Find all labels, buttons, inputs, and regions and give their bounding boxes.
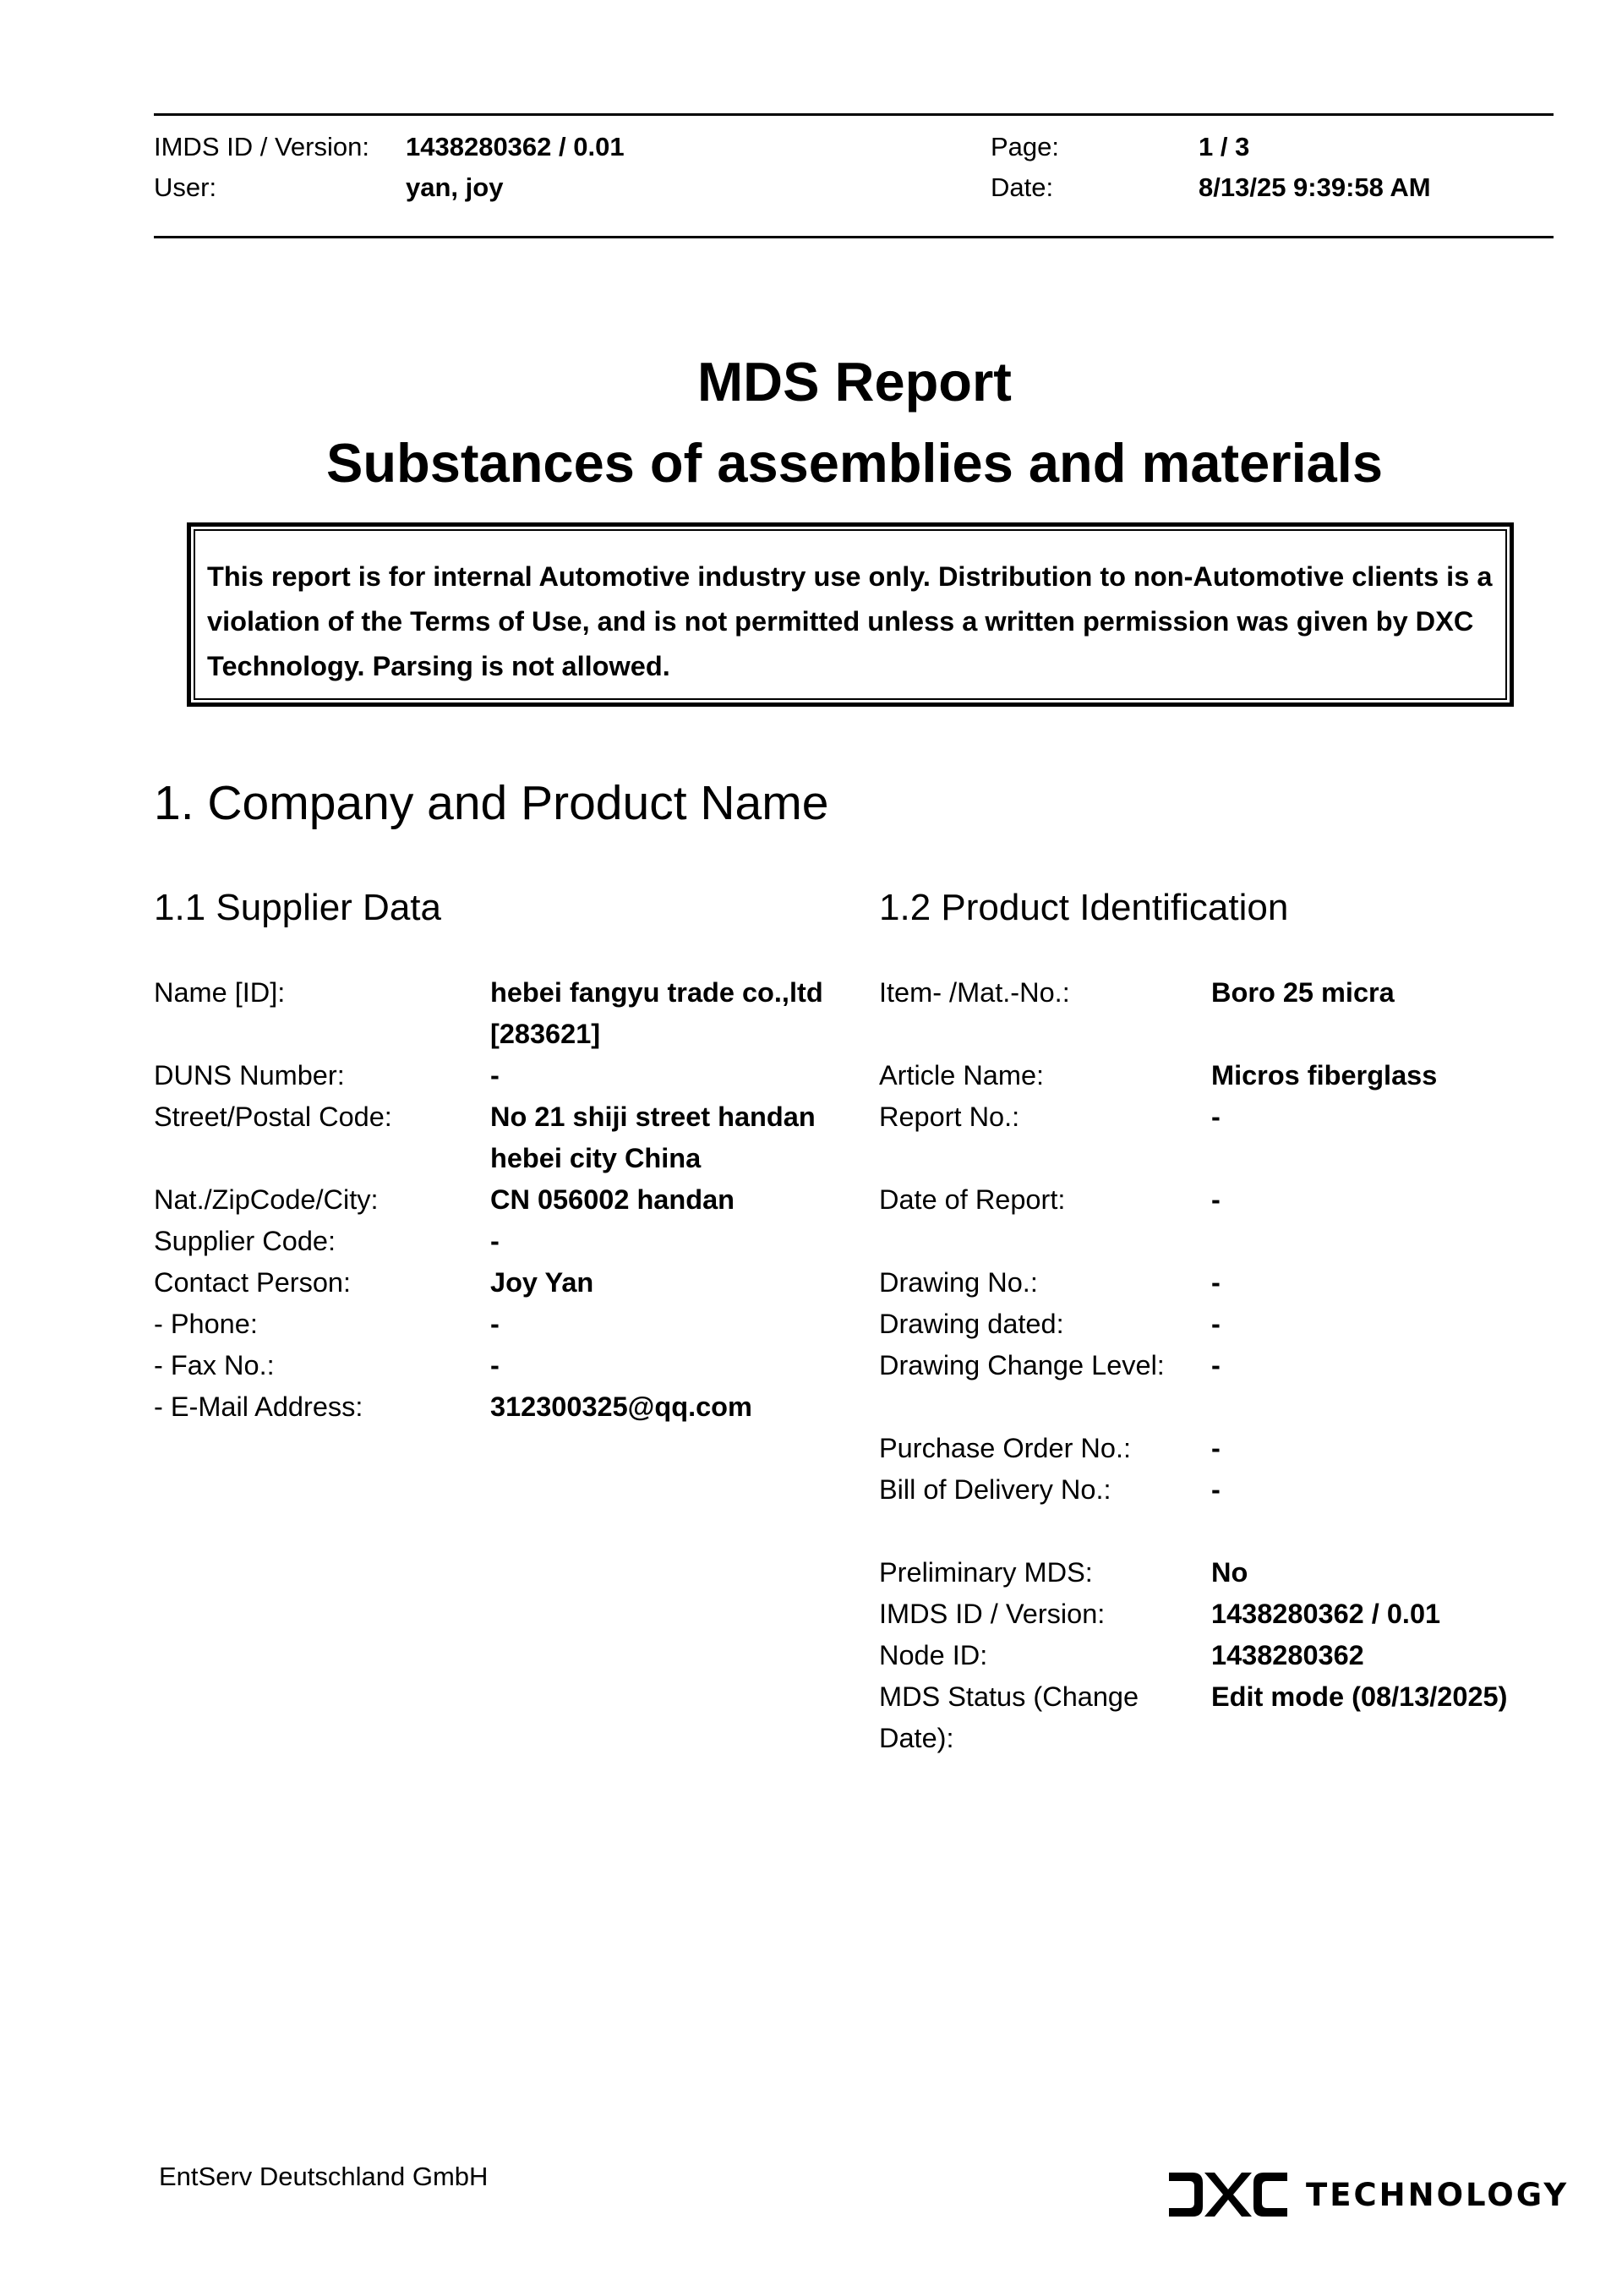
product-row-mds-status [879,1676,1558,1759]
supplier-row-fax [154,1345,845,1386]
report-subtitle: Substances of assemblies and materials [326,432,1383,494]
supplier-row-contact-person [154,1262,845,1304]
field-label: Report No.: [879,1102,1020,1132]
footer-company-name: EntServ Deutschland GmbH [159,2162,489,2191]
field-value: - [490,1060,500,1091]
supplier-data-list [154,972,845,1428]
supplier-row-name [154,972,845,1055]
field-label: Bill of Delivery No.: [879,1474,1111,1505]
section-heading-company-product: 1. Company and Product Name [154,776,829,830]
header-top-rule [154,113,1554,116]
header-page-value: 1 / 3 [1199,132,1250,161]
product-row-preliminary-mds [879,1552,1558,1594]
header-date-value: 8/13/25 9:39:58 AM [1199,172,1431,202]
field-label: - E-Mail Address: [154,1391,363,1422]
header-page-label: Page: [991,132,1060,161]
field-label: - Phone: [154,1309,258,1339]
supplier-row-phone [154,1304,845,1345]
product-row-imds-id-version [879,1594,1558,1635]
product-row-report-no [879,1096,1558,1138]
spacer [879,1511,1558,1552]
product-row-date-of-report [879,1179,1558,1221]
product-row-bill-of-delivery-no [879,1469,1558,1511]
field-value: hebei fangyu trade co.,ltd [283621] [490,977,823,1049]
field-value: - [1211,1267,1221,1298]
field-label: IMDS ID / Version: [879,1599,1106,1629]
field-value: - [1211,1433,1221,1463]
product-row-purchase-order-no [879,1428,1558,1469]
supplier-row-supplier-code [154,1221,845,1262]
field-value: 312300325@qq.com [490,1391,752,1422]
usage-notice-box [187,522,1514,707]
logo-wordmark: TECHNOLOGY [1306,2176,1570,2213]
field-value: - [1211,1474,1221,1505]
field-value: Joy Yan [490,1267,594,1298]
field-value: Micros fiberglass [1211,1060,1438,1091]
field-label: Contact Person: [154,1267,352,1298]
header-bottom-rule [154,236,1554,238]
field-value: - [1211,1184,1221,1215]
report-title: MDS Report [697,351,1012,413]
product-row-drawing-change-level [879,1345,1558,1386]
usage-notice-text: This report is for internal Automotive industry use only. Distribution to non-Automotive clients is a violation of the Terms of Use, and is not permitted unless a written permission was given by DXC Technology. Parsing is not allowed. [194,529,1507,700]
field-label: Drawing No.: [879,1267,1038,1298]
field-label: Node ID: [879,1640,988,1670]
field-label: Name [ID]: [154,977,286,1008]
field-label: - Fax No.: [154,1350,275,1380]
field-label: Date of Report: [879,1184,1066,1215]
field-value: 1438280362 / 0.01 [1211,1599,1441,1629]
field-label: Supplier Code: [154,1226,336,1256]
field-value: CN 056002 handan [490,1184,735,1215]
supplier-row-email [154,1386,845,1428]
supplier-row-zip-city [154,1179,845,1221]
field-value: - [1211,1309,1221,1339]
field-value: - [1211,1350,1221,1380]
supplier-row-street [154,1096,845,1179]
field-label: Street/Postal Code: [154,1102,392,1132]
spacer [879,1014,1558,1055]
dxc-technology-logo [1169,2171,1569,2218]
field-value: - [490,1350,500,1380]
field-value: Boro 25 micra [1211,977,1395,1008]
field-label: Preliminary MDS: [879,1557,1093,1588]
subsection-heading-product-identification: 1.2 Product Identification [879,887,1289,928]
field-value: 1438280362 [1211,1640,1364,1670]
field-value: Edit mode (08/13/2025) [1211,1681,1508,1712]
header-date-label: Date: [991,172,1054,202]
spacer [879,1221,1558,1262]
header-imds-label: IMDS ID / Version: [154,132,369,161]
product-row-drawing-dated [879,1304,1558,1345]
supplier-row-duns [154,1055,845,1096]
product-row-item-no [879,972,1558,1014]
field-value: No [1211,1557,1248,1588]
product-identification-list [879,972,1558,1759]
spacer [879,1138,1558,1179]
field-value: - [490,1309,500,1339]
dxc-logo-mark-icon [1169,2173,1287,2217]
field-label: DUNS Number: [154,1060,345,1091]
product-row-node-id [879,1635,1558,1676]
header-user-value: yan, joy [406,172,504,202]
field-value: - [1211,1102,1221,1132]
product-row-article-name [879,1055,1558,1096]
field-value: - [490,1226,500,1256]
field-label: Drawing Change Level: [879,1350,1165,1380]
spacer [879,1386,1558,1428]
field-label: Drawing dated: [879,1309,1064,1339]
subsection-heading-supplier-data: 1.1 Supplier Data [154,887,441,928]
field-label: Item- /Mat.-No.: [879,977,1070,1008]
field-label: Purchase Order No.: [879,1433,1132,1463]
field-value: No 21 shiji street handan hebei city China [490,1102,816,1173]
header-imds-value: 1438280362 / 0.01 [406,132,625,161]
field-label: MDS Status (Change Date): [879,1681,1139,1753]
field-label: Nat./ZipCode/City: [154,1184,379,1215]
product-row-drawing-no [879,1262,1558,1304]
header-user-label: User: [154,172,217,202]
field-label: Article Name: [879,1060,1045,1091]
